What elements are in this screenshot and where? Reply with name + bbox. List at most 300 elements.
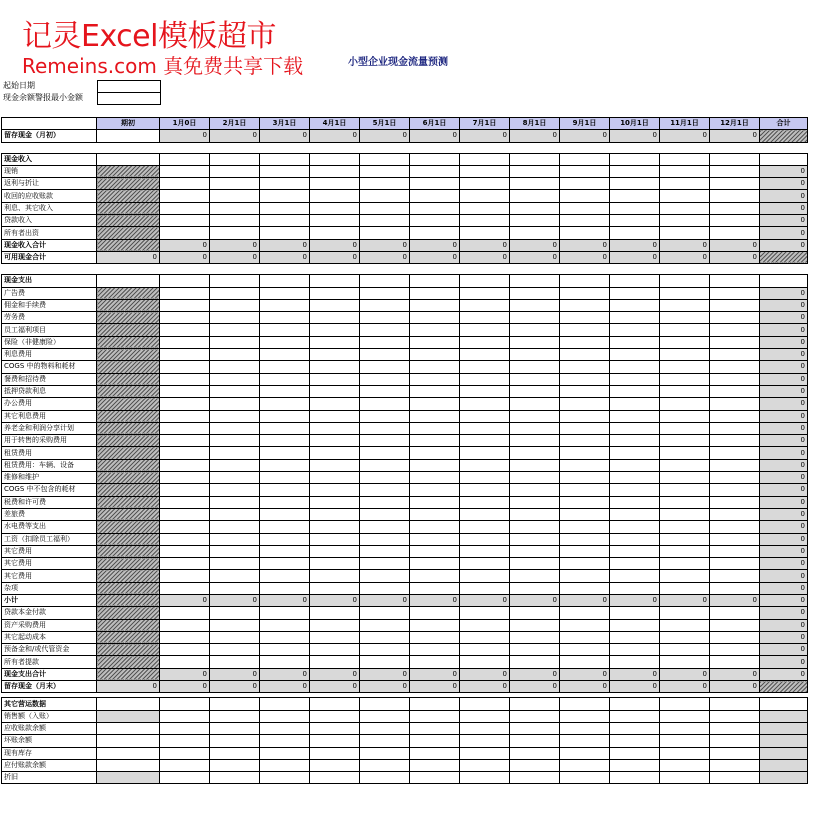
input-cell[interactable] — [410, 361, 460, 373]
input-cell[interactable] — [610, 644, 660, 656]
input-cell[interactable] — [310, 435, 360, 447]
input-cell[interactable] — [610, 656, 660, 668]
input-cell[interactable] — [410, 227, 460, 239]
input-cell[interactable] — [210, 747, 260, 759]
input-cell[interactable] — [510, 312, 560, 324]
input-cell[interactable] — [410, 607, 460, 619]
input-cell[interactable] — [410, 349, 460, 361]
input-cell[interactable] — [160, 178, 210, 190]
input-cell[interactable] — [260, 361, 310, 373]
input-cell[interactable] — [360, 631, 410, 643]
input-cell[interactable] — [360, 215, 410, 227]
input-cell[interactable] — [610, 299, 660, 311]
input-cell[interactable] — [160, 570, 210, 582]
input-cell[interactable] — [710, 484, 760, 496]
input-cell[interactable] — [510, 582, 560, 594]
input-cell[interactable] — [660, 361, 710, 373]
input-cell[interactable] — [610, 735, 660, 747]
input-cell[interactable] — [510, 747, 560, 759]
input-cell[interactable] — [410, 410, 460, 422]
input-cell[interactable] — [660, 644, 710, 656]
input-cell[interactable] — [210, 215, 260, 227]
input-cell[interactable] — [360, 165, 410, 177]
input-cell[interactable] — [210, 373, 260, 385]
input-cell[interactable] — [310, 165, 360, 177]
input-cell[interactable] — [160, 722, 210, 734]
input-cell[interactable] — [410, 656, 460, 668]
input-cell[interactable] — [710, 772, 760, 784]
input-cell[interactable] — [260, 644, 310, 656]
input-cell[interactable] — [310, 496, 360, 508]
input-cell[interactable] — [310, 447, 360, 459]
input-cell[interactable] — [410, 644, 460, 656]
input-cell[interactable] — [710, 644, 760, 656]
input-cell[interactable] — [460, 772, 510, 784]
input-cell[interactable] — [610, 631, 660, 643]
input-cell[interactable] — [660, 435, 710, 447]
input-cell[interactable] — [260, 312, 310, 324]
input-cell[interactable] — [610, 287, 660, 299]
opening-cell[interactable] — [97, 735, 160, 747]
input-cell[interactable] — [160, 508, 210, 520]
input-cell[interactable] — [360, 759, 410, 771]
input-cell[interactable] — [510, 619, 560, 631]
input-cell[interactable] — [460, 735, 510, 747]
input-cell[interactable] — [610, 619, 660, 631]
input-cell[interactable] — [510, 398, 560, 410]
input-cell[interactable] — [560, 336, 610, 348]
input-cell[interactable] — [160, 747, 210, 759]
input-cell[interactable] — [360, 373, 410, 385]
input-cell[interactable] — [210, 299, 260, 311]
input-cell[interactable] — [360, 772, 410, 784]
input-cell[interactable] — [410, 747, 460, 759]
input-cell[interactable] — [160, 631, 210, 643]
input-cell[interactable] — [710, 435, 760, 447]
input-cell[interactable] — [610, 435, 660, 447]
input-cell[interactable] — [160, 619, 210, 631]
input-cell[interactable] — [560, 722, 610, 734]
input-cell[interactable] — [360, 447, 410, 459]
input-cell[interactable] — [710, 582, 760, 594]
input-cell[interactable] — [210, 312, 260, 324]
input-cell[interactable] — [610, 747, 660, 759]
input-cell[interactable] — [310, 178, 360, 190]
input-cell[interactable] — [460, 447, 510, 459]
input-cell[interactable] — [560, 484, 610, 496]
input-cell[interactable] — [610, 521, 660, 533]
input-cell[interactable] — [560, 570, 610, 582]
input-cell[interactable] — [660, 312, 710, 324]
input-cell[interactable] — [410, 484, 460, 496]
input-cell[interactable] — [710, 336, 760, 348]
input-cell[interactable] — [660, 447, 710, 459]
input-cell[interactable] — [560, 178, 610, 190]
input-cell[interactable] — [310, 373, 360, 385]
input-cell[interactable] — [560, 772, 610, 784]
input-cell[interactable] — [210, 735, 260, 747]
input-cell[interactable] — [660, 299, 710, 311]
input-cell[interactable] — [710, 722, 760, 734]
input-cell[interactable] — [310, 619, 360, 631]
input-cell[interactable] — [660, 202, 710, 214]
input-cell[interactable] — [460, 459, 510, 471]
input-cell[interactable] — [210, 759, 260, 771]
input-cell[interactable] — [460, 533, 510, 545]
input-cell[interactable] — [160, 299, 210, 311]
input-cell[interactable] — [660, 336, 710, 348]
input-cell[interactable] — [710, 570, 760, 582]
input-cell[interactable] — [560, 361, 610, 373]
input-cell[interactable] — [660, 373, 710, 385]
input-cell[interactable] — [260, 385, 310, 397]
input-cell[interactable] — [210, 619, 260, 631]
input-cell[interactable] — [460, 165, 510, 177]
input-cell[interactable] — [460, 472, 510, 484]
input-cell[interactable] — [410, 422, 460, 434]
input-cell[interactable] — [160, 447, 210, 459]
input-cell[interactable] — [510, 299, 560, 311]
input-cell[interactable] — [160, 385, 210, 397]
input-cell[interactable] — [460, 190, 510, 202]
input-cell[interactable] — [260, 710, 310, 722]
input-cell[interactable] — [710, 385, 760, 397]
input-cell[interactable] — [410, 324, 460, 336]
input-cell[interactable] — [560, 533, 610, 545]
input-cell[interactable] — [360, 656, 410, 668]
input-cell[interactable] — [660, 619, 710, 631]
input-cell[interactable] — [460, 558, 510, 570]
input-cell[interactable] — [510, 190, 560, 202]
input-cell[interactable] — [410, 447, 460, 459]
input-cell[interactable] — [560, 190, 610, 202]
input-cell[interactable] — [610, 312, 660, 324]
input-cell[interactable] — [260, 582, 310, 594]
input-cell[interactable] — [710, 165, 760, 177]
input-cell[interactable] — [510, 459, 560, 471]
input-cell[interactable] — [460, 545, 510, 557]
input-cell[interactable] — [560, 299, 610, 311]
input-cell[interactable] — [560, 202, 610, 214]
input-cell[interactable] — [710, 533, 760, 545]
input-cell[interactable] — [210, 521, 260, 533]
input-cell[interactable] — [310, 215, 360, 227]
input-cell[interactable] — [360, 435, 410, 447]
input-cell[interactable] — [210, 508, 260, 520]
input-cell[interactable] — [610, 373, 660, 385]
input-cell[interactable] — [660, 722, 710, 734]
input-cell[interactable] — [460, 324, 510, 336]
input-cell[interactable] — [660, 735, 710, 747]
input-cell[interactable] — [710, 545, 760, 557]
input-cell[interactable] — [160, 287, 210, 299]
input-cell[interactable] — [310, 656, 360, 668]
input-cell[interactable] — [260, 521, 310, 533]
input-cell[interactable] — [260, 722, 310, 734]
input-cell[interactable] — [710, 735, 760, 747]
input-cell[interactable] — [460, 582, 510, 594]
input-cell[interactable] — [710, 361, 760, 373]
input-cell[interactable] — [360, 202, 410, 214]
input-cell[interactable] — [260, 484, 310, 496]
input-cell[interactable] — [710, 508, 760, 520]
input-cell[interactable] — [310, 644, 360, 656]
input-cell[interactable] — [160, 484, 210, 496]
input-cell[interactable] — [410, 472, 460, 484]
input-cell[interactable] — [610, 447, 660, 459]
input-cell[interactable] — [560, 312, 610, 324]
input-cell[interactable] — [210, 324, 260, 336]
input-cell[interactable] — [310, 324, 360, 336]
input-cell[interactable] — [260, 299, 310, 311]
input-cell[interactable] — [360, 496, 410, 508]
input-cell[interactable] — [360, 644, 410, 656]
input-cell[interactable] — [260, 607, 310, 619]
input-cell[interactable] — [560, 496, 610, 508]
input-cell[interactable] — [610, 508, 660, 520]
input-cell[interactable] — [710, 410, 760, 422]
input-cell[interactable] — [610, 570, 660, 582]
input-cell[interactable] — [510, 361, 560, 373]
input-cell[interactable] — [160, 435, 210, 447]
input-cell[interactable] — [560, 410, 610, 422]
input-cell[interactable] — [560, 619, 610, 631]
input-cell[interactable] — [610, 349, 660, 361]
input-cell[interactable] — [560, 165, 610, 177]
input-cell[interactable] — [360, 735, 410, 747]
input-cell[interactable] — [360, 607, 410, 619]
input-cell[interactable] — [160, 422, 210, 434]
input-cell[interactable] — [210, 361, 260, 373]
input-cell[interactable] — [210, 472, 260, 484]
input-cell[interactable] — [210, 165, 260, 177]
input-cell[interactable] — [560, 508, 610, 520]
input-cell[interactable] — [410, 287, 460, 299]
input-cell[interactable] — [160, 165, 210, 177]
input-cell[interactable] — [260, 349, 310, 361]
input-cell[interactable] — [160, 607, 210, 619]
input-cell[interactable] — [160, 656, 210, 668]
input-cell[interactable] — [460, 496, 510, 508]
input-cell[interactable] — [260, 422, 310, 434]
input-cell[interactable] — [460, 422, 510, 434]
input-cell[interactable] — [310, 385, 360, 397]
input-cell[interactable] — [460, 747, 510, 759]
input-cell[interactable] — [210, 631, 260, 643]
input-cell[interactable] — [410, 631, 460, 643]
input-cell[interactable] — [510, 373, 560, 385]
input-cell[interactable] — [510, 472, 560, 484]
input-cell[interactable] — [310, 631, 360, 643]
input-cell[interactable] — [410, 558, 460, 570]
input-cell[interactable] — [210, 227, 260, 239]
input-cell[interactable] — [660, 521, 710, 533]
input-cell[interactable] — [410, 545, 460, 557]
cash-min-input[interactable] — [97, 92, 161, 105]
input-cell[interactable] — [210, 336, 260, 348]
input-cell[interactable] — [660, 410, 710, 422]
input-cell[interactable] — [260, 287, 310, 299]
input-cell[interactable] — [410, 710, 460, 722]
input-cell[interactable] — [660, 772, 710, 784]
input-cell[interactable] — [310, 759, 360, 771]
input-cell[interactable] — [610, 484, 660, 496]
input-cell[interactable] — [510, 349, 560, 361]
input-cell[interactable] — [460, 759, 510, 771]
input-cell[interactable] — [160, 410, 210, 422]
input-cell[interactable] — [510, 759, 560, 771]
input-cell[interactable] — [360, 570, 410, 582]
input-cell[interactable] — [660, 710, 710, 722]
input-cell[interactable] — [660, 582, 710, 594]
input-cell[interactable] — [360, 385, 410, 397]
input-cell[interactable] — [610, 202, 660, 214]
input-cell[interactable] — [510, 656, 560, 668]
input-cell[interactable] — [510, 422, 560, 434]
input-cell[interactable] — [310, 772, 360, 784]
input-cell[interactable] — [410, 521, 460, 533]
input-cell[interactable] — [710, 202, 760, 214]
input-cell[interactable] — [560, 324, 610, 336]
input-cell[interactable] — [560, 607, 610, 619]
input-cell[interactable] — [310, 722, 360, 734]
input-cell[interactable] — [460, 349, 510, 361]
input-cell[interactable] — [660, 324, 710, 336]
input-cell[interactable] — [210, 385, 260, 397]
input-cell[interactable] — [360, 361, 410, 373]
input-cell[interactable] — [160, 373, 210, 385]
input-cell[interactable] — [360, 287, 410, 299]
input-cell[interactable] — [510, 227, 560, 239]
input-cell[interactable] — [260, 447, 310, 459]
input-cell[interactable] — [310, 582, 360, 594]
input-cell[interactable] — [160, 558, 210, 570]
input-cell[interactable] — [360, 484, 410, 496]
input-cell[interactable] — [460, 631, 510, 643]
input-cell[interactable] — [510, 410, 560, 422]
input-cell[interactable] — [610, 759, 660, 771]
input-cell[interactable] — [360, 722, 410, 734]
input-cell[interactable] — [510, 545, 560, 557]
input-cell[interactable] — [360, 533, 410, 545]
input-cell[interactable] — [560, 422, 610, 434]
input-cell[interactable] — [310, 508, 360, 520]
opening-cell[interactable] — [97, 722, 160, 734]
input-cell[interactable] — [710, 447, 760, 459]
input-cell[interactable] — [260, 735, 310, 747]
input-cell[interactable] — [260, 165, 310, 177]
input-cell[interactable] — [210, 484, 260, 496]
input-cell[interactable] — [510, 607, 560, 619]
input-cell[interactable] — [460, 215, 510, 227]
input-cell[interactable] — [710, 178, 760, 190]
input-cell[interactable] — [610, 545, 660, 557]
input-cell[interactable] — [510, 178, 560, 190]
input-cell[interactable] — [560, 447, 610, 459]
input-cell[interactable] — [610, 607, 660, 619]
input-cell[interactable] — [210, 722, 260, 734]
input-cell[interactable] — [360, 558, 410, 570]
input-cell[interactable] — [310, 533, 360, 545]
input-cell[interactable] — [710, 619, 760, 631]
input-cell[interactable] — [360, 472, 410, 484]
input-cell[interactable] — [710, 747, 760, 759]
input-cell[interactable] — [660, 349, 710, 361]
input-cell[interactable] — [410, 459, 460, 471]
input-cell[interactable] — [710, 190, 760, 202]
input-cell[interactable] — [160, 533, 210, 545]
input-cell[interactable] — [260, 508, 310, 520]
input-cell[interactable] — [360, 508, 410, 520]
input-cell[interactable] — [160, 545, 210, 557]
input-cell[interactable] — [510, 735, 560, 747]
input-cell[interactable] — [510, 435, 560, 447]
input-cell[interactable] — [560, 349, 610, 361]
input-cell[interactable] — [660, 165, 710, 177]
input-cell[interactable] — [610, 165, 660, 177]
input-cell[interactable] — [360, 336, 410, 348]
input-cell[interactable] — [360, 227, 410, 239]
input-cell[interactable] — [510, 202, 560, 214]
input-cell[interactable] — [160, 459, 210, 471]
input-cell[interactable] — [560, 558, 610, 570]
input-cell[interactable] — [210, 410, 260, 422]
input-cell[interactable] — [360, 190, 410, 202]
input-cell[interactable] — [160, 772, 210, 784]
input-cell[interactable] — [160, 190, 210, 202]
input-cell[interactable] — [610, 496, 660, 508]
input-cell[interactable] — [310, 422, 360, 434]
input-cell[interactable] — [460, 398, 510, 410]
input-cell[interactable] — [610, 459, 660, 471]
input-cell[interactable] — [610, 472, 660, 484]
input-cell[interactable] — [260, 619, 310, 631]
input-cell[interactable] — [160, 496, 210, 508]
input-cell[interactable] — [310, 190, 360, 202]
input-cell[interactable] — [660, 545, 710, 557]
input-cell[interactable] — [260, 373, 310, 385]
input-cell[interactable] — [410, 385, 460, 397]
input-cell[interactable] — [210, 570, 260, 582]
input-cell[interactable] — [510, 508, 560, 520]
opening-cell[interactable] — [97, 759, 160, 771]
input-cell[interactable] — [210, 607, 260, 619]
input-cell[interactable] — [660, 607, 710, 619]
input-cell[interactable] — [710, 422, 760, 434]
input-cell[interactable] — [510, 215, 560, 227]
input-cell[interactable] — [610, 772, 660, 784]
input-cell[interactable] — [660, 190, 710, 202]
input-cell[interactable] — [260, 631, 310, 643]
input-cell[interactable] — [260, 410, 310, 422]
input-cell[interactable] — [310, 545, 360, 557]
input-cell[interactable] — [610, 582, 660, 594]
input-cell[interactable] — [410, 722, 460, 734]
input-cell[interactable] — [510, 722, 560, 734]
input-cell[interactable] — [310, 410, 360, 422]
input-cell[interactable] — [210, 772, 260, 784]
input-cell[interactable] — [410, 202, 460, 214]
input-cell[interactable] — [260, 472, 310, 484]
input-cell[interactable] — [410, 619, 460, 631]
input-cell[interactable] — [360, 349, 410, 361]
input-cell[interactable] — [660, 459, 710, 471]
input-cell[interactable] — [460, 336, 510, 348]
input-cell[interactable] — [560, 735, 610, 747]
input-cell[interactable] — [210, 459, 260, 471]
input-cell[interactable] — [410, 435, 460, 447]
input-cell[interactable] — [460, 178, 510, 190]
